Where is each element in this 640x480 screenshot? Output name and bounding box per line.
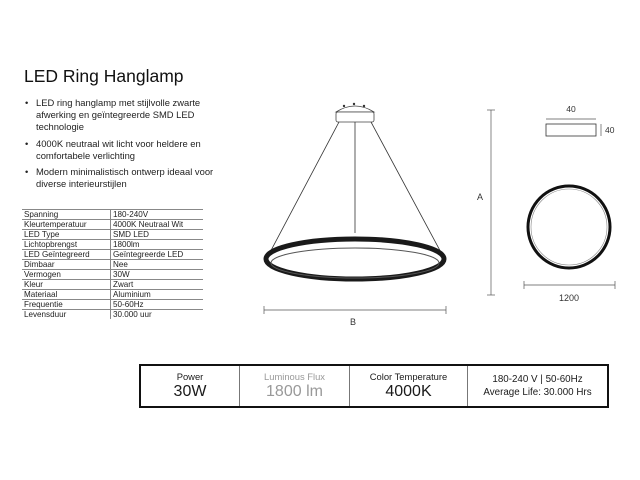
feature-list: [24, 97, 234, 194]
spec-key: Kleurtemperatuur: [22, 220, 111, 230]
spec-key: LED Geïntegreerd: [22, 250, 111, 260]
power-cell: [141, 366, 240, 406]
spec-value: 4000K Neutraal Wit: [111, 220, 204, 230]
spec-row: [22, 290, 203, 300]
led-ring: [266, 239, 444, 279]
spec-value: Zwart: [111, 280, 204, 290]
electrical-cell: [468, 366, 607, 406]
diameter-label: 1200: [558, 293, 580, 303]
spec-row: [22, 240, 203, 250]
power-label: Power: [176, 371, 204, 382]
spec-value: Geïntegreerde LED: [111, 250, 204, 260]
power-value: 30W: [173, 383, 207, 400]
flux-value: 1800 lm: [266, 383, 323, 400]
profile-width-label: 40: [566, 104, 576, 114]
spec-key: Vermogen: [22, 270, 111, 280]
spec-value: 1800lm: [111, 240, 204, 250]
dimension-a-label: A: [476, 192, 484, 202]
spec-row: [22, 250, 203, 260]
feature-bullet: • LED ring hanglamp met stijlvolle zwarte afwerking en geïntegreerde SMD LED technologie: [24, 97, 234, 134]
product-title: LED Ring Hanglamp: [24, 66, 184, 86]
spec-value: Nee: [111, 260, 204, 270]
profile-height-label: 40: [605, 125, 615, 135]
dimension-height: [487, 110, 495, 295]
spec-value: Aluminium: [111, 290, 204, 300]
feature-bullet: • 4000K neutraal wit licht voor heldere en comfortabele verlichting: [24, 138, 234, 162]
flux-label: Luminous Flux: [264, 371, 325, 382]
spec-row: [22, 210, 203, 220]
spec-key: Levensduur: [22, 310, 111, 320]
spec-row: [22, 230, 203, 240]
profile-cross-section: [546, 119, 601, 136]
spec-key: Dimbaar: [22, 260, 111, 270]
spec-key: Kleur: [22, 280, 111, 290]
dimension-b-label: B: [349, 317, 357, 327]
spec-row: [22, 310, 203, 320]
average-life-text: Average Life: 30.000 Hrs: [483, 387, 592, 398]
feature-bullet: • Modern minimalistisch ontwerp ideaal voor diverse interieurstijlen: [24, 166, 234, 190]
cct-label: Color Temperature: [369, 371, 448, 382]
spec-summary-bar: [139, 364, 609, 408]
spec-key: Lichtopbrengst: [22, 240, 111, 250]
top-view-ring: [528, 186, 610, 268]
dimension-width: [264, 306, 446, 314]
spec-value: SMD LED: [111, 230, 204, 240]
color-temperature-cell: [350, 366, 468, 406]
spec-row: [22, 270, 203, 280]
spec-key: LED Type: [22, 230, 111, 240]
spec-value: 50-60Hz: [111, 300, 204, 310]
cct-value: 4000K: [385, 383, 432, 400]
spec-table: [22, 209, 203, 319]
spec-key: Materiaal: [22, 290, 111, 300]
dimension-diameter: [524, 281, 615, 289]
spec-row: [22, 280, 203, 290]
spec-value: 30W: [111, 270, 204, 280]
spec-row: [22, 260, 203, 270]
luminous-flux-cell: [240, 366, 350, 406]
spec-value: 180-240V: [111, 210, 204, 220]
technical-drawing: [240, 95, 640, 335]
spec-key: Spanning: [22, 210, 111, 220]
spec-value: 30.000 uur: [113, 310, 152, 319]
lamp-drawing-svg: [240, 95, 640, 335]
ceiling-canopy: [336, 103, 374, 122]
spec-key: Frequentie: [22, 300, 111, 310]
spec-row: [22, 220, 203, 230]
voltage-frequency-text: 180-240 V | 50-60Hz: [492, 374, 583, 385]
spec-row: [22, 300, 203, 310]
